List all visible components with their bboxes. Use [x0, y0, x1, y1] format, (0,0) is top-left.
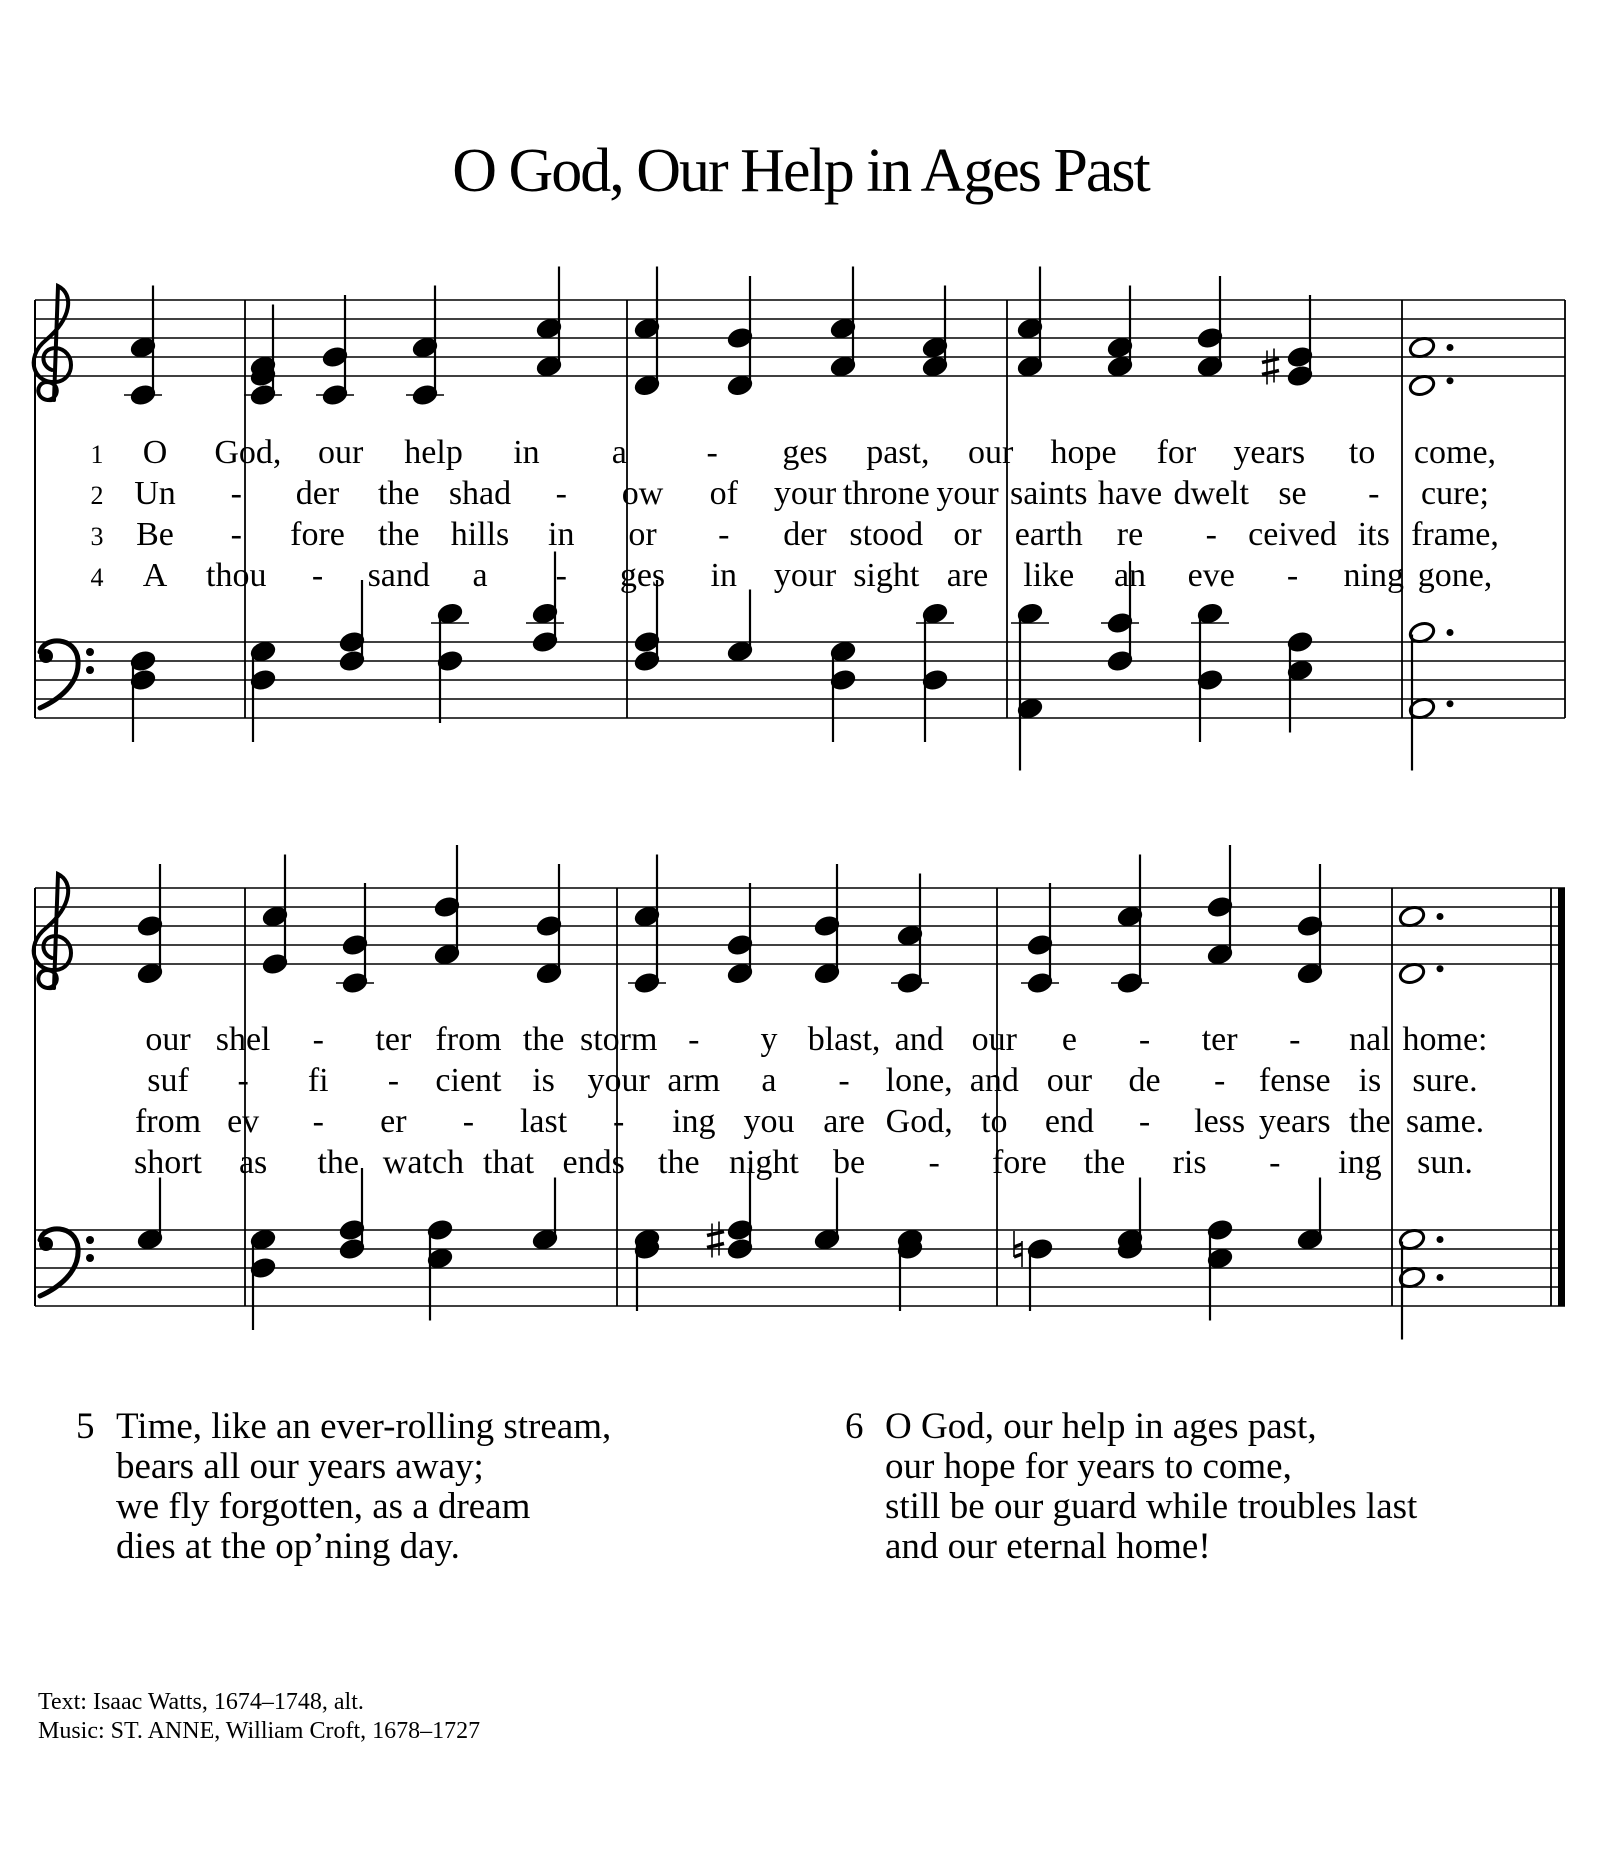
lyric-syllable: come,	[1413, 434, 1497, 471]
lyric-hyphen: -	[688, 1021, 700, 1058]
lyric-syllable: er	[380, 1103, 407, 1140]
lyric-syllable: ceived	[1248, 516, 1337, 553]
lyric-syllable: e	[1061, 1021, 1077, 1058]
hymn-title: O God, Our Help in Ages Past	[452, 137, 1149, 205]
lyric-syllable: our	[318, 434, 364, 471]
lyric-syllable: an	[1113, 557, 1147, 594]
lyric-syllable: have	[1097, 475, 1163, 512]
lyric-syllable: der	[783, 516, 827, 553]
lyric-hyphen: -	[1213, 1062, 1226, 1099]
lyric-hyphen: -	[613, 1103, 625, 1140]
lyric-hyphen: -	[230, 516, 242, 553]
chord	[633, 267, 661, 398]
chord	[829, 267, 857, 379]
chord	[1116, 855, 1144, 996]
lyric-syllable: help	[404, 434, 463, 471]
chord	[1408, 620, 1436, 770]
lyric-hyphen: -	[1138, 1021, 1151, 1058]
lyric-syllable: saints	[1010, 475, 1088, 512]
lyric-syllable: fore	[991, 1144, 1047, 1181]
lyric-syllable: sand	[367, 557, 430, 594]
chord	[433, 845, 461, 967]
verse-lyrics-line	[147, 1062, 1477, 1099]
lyric-syllable: night	[728, 1144, 799, 1181]
chord	[426, 1218, 454, 1321]
lyric-syllable: the	[1349, 1103, 1391, 1140]
lyric-syllable: ow	[621, 475, 664, 512]
stanza-line: bears all our years away;	[116, 1446, 484, 1487]
treble-clef-icon	[34, 286, 71, 400]
bass-clef-dot	[86, 648, 94, 656]
lyric-syllable: watch	[382, 1144, 464, 1181]
half-notehead	[1408, 373, 1436, 397]
bass-clef-dot	[86, 666, 94, 674]
lyric-syllable: der	[295, 475, 340, 512]
lyric-syllable: you	[743, 1103, 795, 1140]
stanza-6	[845, 1407, 1417, 1567]
treble-clef-stroke	[34, 874, 71, 988]
lyric-syllable: lone,	[885, 1062, 953, 1099]
bass-clef-dot	[86, 1236, 94, 1244]
chord	[129, 286, 157, 408]
chord	[1196, 276, 1224, 379]
sharp-icon	[1262, 349, 1279, 385]
lyric-hyphen: -	[237, 1062, 249, 1099]
lyric-hyphen: -	[838, 1062, 850, 1099]
lyric-syllable: the	[317, 1144, 360, 1181]
half-notehead	[1408, 335, 1436, 359]
lyric-syllable: a	[761, 1062, 777, 1099]
lyric-hyphen: -	[230, 475, 242, 512]
lyric-hyphen: -	[555, 475, 567, 512]
lyric-syllable: stood	[849, 516, 924, 553]
final-barline-thick	[1558, 888, 1565, 1306]
lyric-syllable: years	[1233, 434, 1306, 471]
chord	[261, 855, 289, 977]
chord	[321, 295, 349, 407]
stanza-line: our hope for years to come,	[885, 1446, 1292, 1487]
lyric-syllable: Un	[134, 475, 176, 512]
lyric-syllable: is	[1358, 1062, 1382, 1099]
lyric-syllable: in	[513, 434, 540, 471]
chord	[813, 864, 841, 986]
stanza-line: still be our guard while troubles last	[885, 1486, 1418, 1527]
lyric-hyphen: -	[1286, 557, 1299, 594]
augmentation-dot	[1437, 965, 1444, 972]
lyric-syllable: O	[142, 434, 168, 471]
lyric-syllable: from	[134, 1103, 202, 1140]
lyric-syllable: ning	[1343, 557, 1404, 594]
lyric-syllable: ing	[672, 1103, 716, 1140]
lyric-syllable: from	[435, 1021, 502, 1058]
chord	[1296, 1178, 1324, 1252]
stanza-number: 6	[845, 1406, 864, 1447]
lyric-syllable: fi	[307, 1062, 329, 1099]
lyric-syllable: sun.	[1417, 1144, 1473, 1181]
chord	[1408, 335, 1436, 397]
stanza-line: Time, like an ever-rolling stream,	[116, 1406, 612, 1447]
stanza-5	[76, 1407, 611, 1567]
lyric-syllable: gone,	[1417, 557, 1493, 594]
augmentation-dot	[1437, 1274, 1444, 1281]
lyric-syllable: and	[969, 1062, 1019, 1099]
augmentation-dot	[1447, 344, 1454, 351]
lyric-syllable: our	[145, 1021, 191, 1058]
lyric-syllable: hills	[450, 516, 510, 553]
stanza-line: and our eternal home!	[885, 1526, 1211, 1567]
lyric-syllable: is	[532, 1062, 555, 1099]
half-notehead	[1398, 904, 1426, 928]
augmentation-dot	[1447, 377, 1454, 384]
lyric-syllable: the	[1083, 1144, 1126, 1181]
chord	[249, 1227, 277, 1330]
lyric-syllable: de	[1128, 1062, 1161, 1099]
lyric-syllable: in	[710, 557, 737, 594]
half-notehead	[1398, 961, 1426, 985]
verse-lyrics-line	[145, 1021, 1487, 1058]
chord	[249, 305, 277, 408]
chord	[896, 874, 924, 996]
chord	[436, 601, 464, 723]
chord	[411, 286, 439, 408]
sharp-stroke	[1262, 371, 1279, 375]
lyric-syllable: and	[894, 1021, 944, 1058]
lyric-syllable: ev	[227, 1103, 260, 1140]
verse-lyrics-line	[143, 434, 1496, 471]
bass-clef-dot	[86, 1254, 94, 1262]
chord	[338, 1168, 366, 1261]
lyric-syllable: ris	[1172, 1144, 1207, 1181]
augmentation-dot	[1447, 700, 1454, 707]
chord	[633, 855, 661, 996]
lyric-syllable: suf	[147, 1062, 189, 1099]
lyric-syllable: past,	[866, 434, 930, 471]
lyric-hyphen: -	[1269, 1144, 1281, 1181]
lyric-syllable: of	[709, 475, 738, 512]
chord	[136, 864, 164, 986]
lyric-hyphen: -	[928, 1144, 940, 1181]
lyric-syllable: thou	[206, 557, 267, 594]
stanza-line: we fly forgotten, as a dream	[116, 1486, 531, 1527]
lyric-hyphen: -	[1205, 516, 1217, 553]
chord	[829, 639, 857, 742]
chord	[726, 1168, 754, 1261]
lyric-syllable: throne	[842, 475, 930, 512]
treble-clef-icon	[34, 874, 71, 988]
lyric-syllable: frame,	[1411, 516, 1499, 553]
lyric-syllable: to	[1348, 434, 1376, 471]
lyric-syllable: the	[658, 1144, 700, 1181]
lyric-syllable: ges	[782, 434, 828, 471]
lyric-syllable: your	[587, 1062, 650, 1099]
lyric-syllable: ends	[562, 1144, 625, 1181]
music-credit: Music: ST. ANNE, William Croft, 1678–1727	[38, 1718, 481, 1744]
verse-number: 4	[90, 563, 104, 592]
lyric-syllable: the	[377, 475, 420, 512]
chord	[129, 649, 157, 742]
bass-clef-dot	[39, 1237, 53, 1251]
chord	[535, 267, 563, 379]
lyric-syllable: short	[134, 1144, 202, 1181]
lyric-hyphen: -	[706, 434, 718, 471]
chord	[1016, 267, 1044, 379]
lyric-syllable: last	[519, 1103, 568, 1140]
lyric-hyphen: -	[312, 1103, 324, 1140]
lyric-syllable: y	[760, 1021, 778, 1058]
chord	[341, 883, 369, 995]
verse-lyrics-line	[134, 475, 1489, 512]
lyric-hyphen: -	[311, 557, 324, 594]
lyric-syllable: home:	[1402, 1021, 1488, 1058]
lyric-syllable: or	[953, 516, 982, 553]
lyric-syllable: God,	[214, 434, 282, 471]
lyric-syllable: fense	[1258, 1062, 1331, 1099]
lyric-syllable: ter	[375, 1021, 412, 1058]
lyric-syllable: arm	[667, 1062, 721, 1099]
lyric-syllable: years	[1258, 1103, 1331, 1140]
lyric-syllable: se	[1278, 475, 1307, 512]
chord	[1116, 1178, 1144, 1262]
chord	[249, 639, 277, 742]
chord	[813, 1178, 841, 1252]
natural-stroke	[1014, 1244, 1022, 1247]
lyric-syllable: ing	[1338, 1144, 1382, 1181]
sharp-stroke	[707, 1244, 724, 1248]
chord	[531, 1178, 559, 1252]
lyric-syllable: blast,	[807, 1021, 881, 1058]
lyric-syllable: fore	[290, 516, 345, 553]
bass-clef-icon	[39, 641, 94, 708]
bass-clef-icon	[39, 1229, 94, 1296]
lyric-syllable: for	[1156, 434, 1197, 471]
lyric-syllable: cient	[435, 1062, 502, 1099]
lyric-syllable: less	[1194, 1103, 1246, 1140]
lyric-syllable: our	[1046, 1062, 1093, 1099]
chord	[1286, 295, 1314, 388]
treble-staff	[35, 888, 1565, 964]
lyric-syllable: A	[142, 557, 168, 594]
lyric-syllable: storm	[579, 1021, 658, 1058]
lyric-syllable: your	[936, 475, 999, 512]
chord	[1398, 1227, 1426, 1339]
lyric-syllable: re	[1116, 516, 1144, 553]
chord	[535, 864, 563, 986]
lyric-syllable: in	[548, 516, 575, 553]
lyric-syllable: cure;	[1421, 475, 1489, 512]
lyric-syllable: are	[946, 557, 989, 594]
sharp-icon	[707, 1222, 724, 1258]
chord	[1016, 601, 1044, 770]
augmentation-dot	[1447, 629, 1454, 636]
verse-lyrics-line	[143, 557, 1493, 594]
lyric-hyphen: -	[312, 1021, 324, 1058]
lyric-syllable: Be	[136, 516, 174, 553]
bass-clef-dot	[39, 649, 53, 663]
verse-number: 1	[90, 440, 104, 469]
lyric-syllable: a	[611, 434, 627, 471]
lyric-syllable: to	[981, 1103, 1008, 1140]
lyric-syllable: or	[628, 516, 657, 553]
chord	[1296, 864, 1324, 986]
lyric-syllable: that	[483, 1144, 535, 1181]
chord	[1286, 630, 1314, 733]
chord	[1026, 883, 1054, 995]
lyric-syllable: its	[1357, 516, 1390, 553]
chord	[136, 1178, 164, 1252]
verse-number: 2	[90, 481, 104, 510]
chord	[726, 883, 754, 986]
chord	[726, 276, 754, 398]
lyric-syllable: the	[377, 516, 420, 553]
lyric-syllable: shad	[448, 475, 512, 512]
lyric-syllable: nal	[1349, 1021, 1391, 1058]
lyric-hyphen: -	[1289, 1021, 1301, 1058]
chord	[1026, 1237, 1054, 1311]
lyric-syllable: ter	[1201, 1021, 1238, 1058]
lyric-syllable: eve	[1187, 557, 1235, 594]
stanza-line: O God, our help in ages past,	[885, 1406, 1317, 1447]
lyric-syllable: sure.	[1412, 1062, 1478, 1099]
augmentation-dot	[1437, 1236, 1444, 1243]
verse-lyrics-line	[136, 516, 1499, 553]
lyric-syllable: our	[968, 434, 1014, 471]
text-credit: Text: Isaac Watts, 1674–1748, alt.	[38, 1689, 364, 1715]
lyric-syllable: your	[773, 475, 837, 512]
chord	[633, 1227, 661, 1311]
lyric-syllable: earth	[1014, 516, 1083, 553]
chord	[896, 1227, 924, 1311]
chord	[1206, 1218, 1234, 1321]
natural-stroke	[1014, 1254, 1022, 1257]
credits	[38, 1688, 480, 1746]
lyric-syllable: same.	[1405, 1103, 1485, 1140]
lyric-syllable: our	[971, 1021, 1017, 1058]
verse-lyrics-line	[135, 1103, 1484, 1140]
stanza-line: dies at the op’ning day.	[116, 1526, 460, 1567]
augmentation-dot	[1437, 913, 1444, 920]
lyric-syllable: your	[773, 557, 837, 594]
lyric-hyphen: -	[718, 516, 730, 553]
lyric-syllable: like	[1023, 557, 1075, 594]
lyric-syllable: sight	[853, 557, 920, 594]
lyric-hyphen: -	[1368, 475, 1380, 512]
lyric-syllable: end	[1044, 1103, 1094, 1140]
chord	[1206, 845, 1234, 967]
verse-lyrics-line	[134, 1144, 1473, 1181]
lyric-syllable: God,	[885, 1103, 953, 1140]
sharp-stroke	[1262, 359, 1279, 363]
lyric-hyphen: -	[387, 1062, 400, 1099]
lyric-syllable: the	[522, 1021, 565, 1058]
lyric-hyphen: -	[1138, 1103, 1151, 1140]
lyric-syllable: a	[472, 557, 488, 594]
lyric-syllable: hope	[1050, 434, 1117, 471]
lyric-syllable: dwelt	[1173, 475, 1250, 512]
lyric-syllable: ges	[619, 557, 666, 594]
lyric-syllable: be	[833, 1144, 866, 1181]
lyric-syllable: as	[238, 1144, 268, 1181]
sharp-stroke	[707, 1232, 724, 1236]
chord	[726, 590, 754, 664]
lyric-syllable: are	[823, 1103, 865, 1140]
stanza-number: 5	[76, 1406, 95, 1447]
lyric-hyphen: -	[555, 557, 567, 594]
chord	[338, 580, 366, 673]
verse-number: 3	[90, 522, 104, 551]
lyric-syllable: shel	[215, 1021, 271, 1058]
lyric-hyphen: -	[462, 1103, 475, 1140]
treble-clef-stroke	[34, 286, 71, 400]
